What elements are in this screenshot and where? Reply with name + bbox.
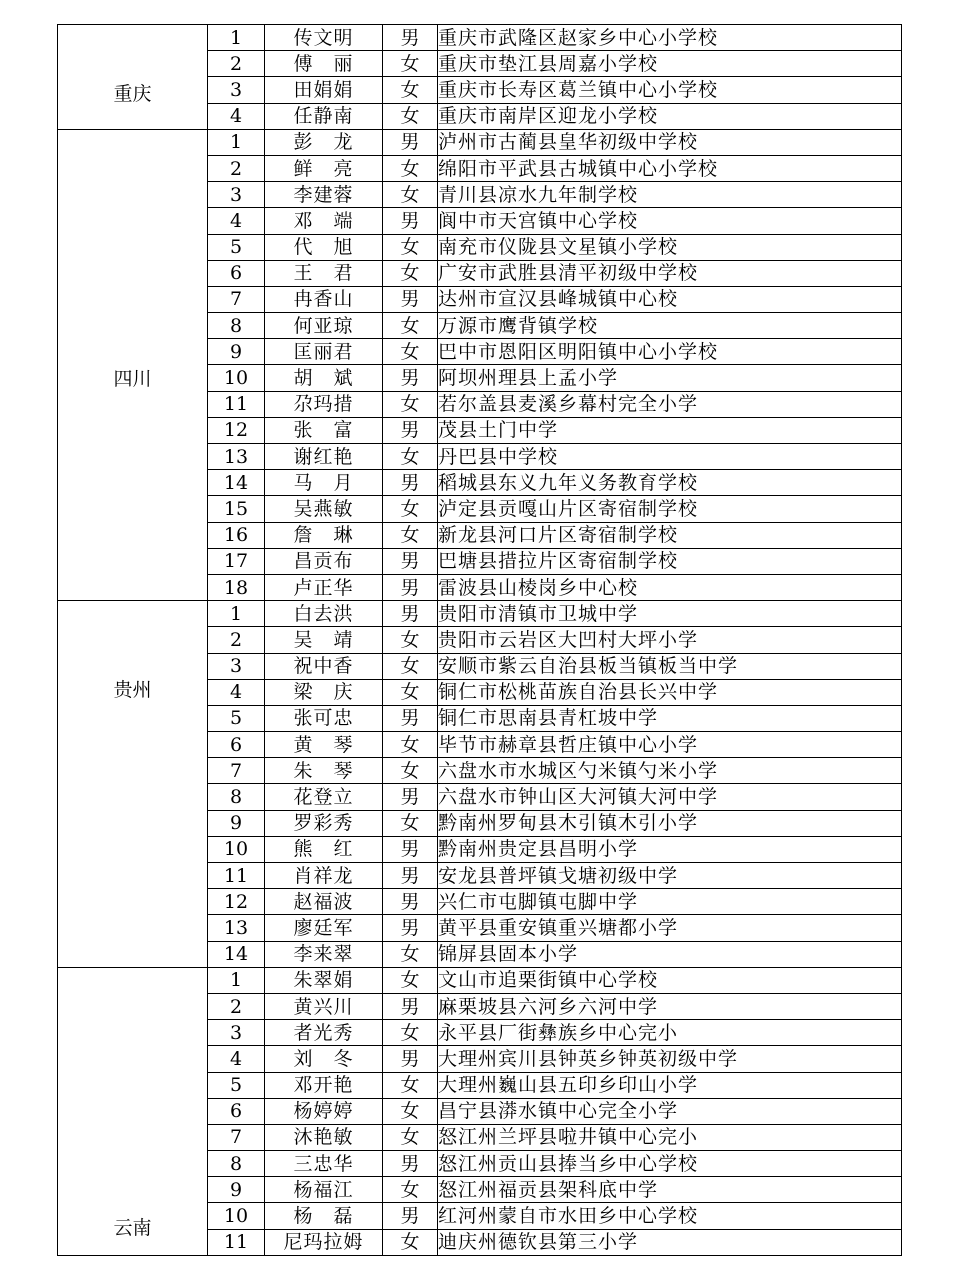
teacher-gender: 女 bbox=[383, 732, 438, 758]
row-number: 18 bbox=[208, 574, 265, 600]
row-number: 4 bbox=[208, 679, 265, 705]
school-name: 毕节市赫章县哲庄镇中心小学 bbox=[438, 732, 902, 758]
teacher-gender: 女 bbox=[383, 758, 438, 784]
teacher-gender: 男 bbox=[383, 286, 438, 312]
teacher-gender: 女 bbox=[383, 391, 438, 417]
teacher-name: 三忠华 bbox=[265, 1151, 383, 1177]
teacher-gender: 女 bbox=[383, 444, 438, 470]
row-number: 7 bbox=[208, 758, 265, 784]
row-number: 3 bbox=[208, 1020, 265, 1046]
row-number: 2 bbox=[208, 993, 265, 1019]
teacher-gender: 男 bbox=[383, 25, 438, 51]
province-label: 重庆 bbox=[113, 82, 152, 105]
teacher-gender: 女 bbox=[383, 627, 438, 653]
teacher-name: 熊 红 bbox=[265, 836, 383, 862]
school-name: 六盘水市钟山区大河镇大河中学 bbox=[438, 784, 902, 810]
row-number: 12 bbox=[208, 889, 265, 915]
school-name: 安顺市紫云自治县板当镇板当中学 bbox=[438, 653, 902, 679]
teacher-gender: 女 bbox=[383, 810, 438, 836]
row-number: 17 bbox=[208, 548, 265, 574]
teacher-name: 祝中香 bbox=[265, 653, 383, 679]
teacher-name: 杨 磊 bbox=[265, 1203, 383, 1229]
school-name: 黄平县重安镇重兴塘都小学 bbox=[438, 915, 902, 941]
row-number: 2 bbox=[208, 51, 265, 77]
row-number: 9 bbox=[208, 810, 265, 836]
teacher-gender: 男 bbox=[383, 365, 438, 391]
school-name: 泸定县贡嘎山片区寄宿制学校 bbox=[438, 496, 902, 522]
teacher-name: 黄 琴 bbox=[265, 732, 383, 758]
teacher-gender: 女 bbox=[383, 1020, 438, 1046]
school-name: 雷波县山棱岗乡中心校 bbox=[438, 574, 902, 600]
teacher-name: 朱 琴 bbox=[265, 758, 383, 784]
school-name: 贵阳市清镇市卫城中学 bbox=[438, 601, 902, 627]
teacher-gender: 女 bbox=[383, 77, 438, 103]
school-name: 阿坝州理县上孟小学 bbox=[438, 365, 902, 391]
teacher-gender: 男 bbox=[383, 1046, 438, 1072]
teacher-name: 田娟娟 bbox=[265, 77, 383, 103]
teacher-gender: 女 bbox=[383, 51, 438, 77]
row-number: 15 bbox=[208, 496, 265, 522]
school-name: 阆中市天宫镇中心学校 bbox=[438, 208, 902, 234]
teacher-gender: 男 bbox=[383, 705, 438, 731]
school-name: 新龙县河口片区寄宿制学校 bbox=[438, 522, 902, 548]
school-name: 泸州市古蔺县皇华初级中学校 bbox=[438, 129, 902, 155]
row-number: 1 bbox=[208, 129, 265, 155]
row-number: 4 bbox=[208, 1046, 265, 1072]
row-number: 9 bbox=[208, 339, 265, 365]
teacher-gender: 女 bbox=[383, 1072, 438, 1098]
school-name: 达州市宣汉县峰城镇中心校 bbox=[438, 286, 902, 312]
teacher-roster-table bbox=[57, 24, 902, 1256]
school-name: 怒江州贡山县捧当乡中心学校 bbox=[438, 1151, 902, 1177]
teacher-name: 代 旭 bbox=[265, 234, 383, 260]
table-row bbox=[58, 967, 902, 993]
row-number: 5 bbox=[208, 705, 265, 731]
teacher-name: 詹 琳 bbox=[265, 522, 383, 548]
teacher-name: 邓 端 bbox=[265, 208, 383, 234]
teacher-name: 吴 靖 bbox=[265, 627, 383, 653]
teacher-name: 罗彩秀 bbox=[265, 810, 383, 836]
row-number: 6 bbox=[208, 260, 265, 286]
teacher-name: 白去洪 bbox=[265, 601, 383, 627]
teacher-name: 胡 斌 bbox=[265, 365, 383, 391]
row-number: 2 bbox=[208, 155, 265, 181]
teacher-name: 王 君 bbox=[265, 260, 383, 286]
school-name: 青川县凉水九年制学校 bbox=[438, 182, 902, 208]
teacher-name: 冉香山 bbox=[265, 286, 383, 312]
teacher-gender: 男 bbox=[383, 993, 438, 1019]
teacher-name: 李建蓉 bbox=[265, 182, 383, 208]
teacher-gender: 男 bbox=[383, 574, 438, 600]
teacher-gender: 男 bbox=[383, 470, 438, 496]
teacher-name: 廖廷军 bbox=[265, 915, 383, 941]
school-name: 大理州宾川县钟英乡钟英初级中学 bbox=[438, 1046, 902, 1072]
school-name: 红河州蒙自市水田乡中心学校 bbox=[438, 1203, 902, 1229]
row-number: 13 bbox=[208, 915, 265, 941]
row-number: 10 bbox=[208, 365, 265, 391]
teacher-name: 匡丽君 bbox=[265, 339, 383, 365]
teacher-gender: 女 bbox=[383, 1098, 438, 1124]
table-row bbox=[58, 601, 902, 627]
school-name: 重庆市武隆区赵家乡中心小学校 bbox=[438, 25, 902, 51]
teacher-name: 杨福江 bbox=[265, 1177, 383, 1203]
row-number: 10 bbox=[208, 836, 265, 862]
province-cell bbox=[58, 25, 208, 130]
row-number: 6 bbox=[208, 732, 265, 758]
row-number: 8 bbox=[208, 1151, 265, 1177]
teacher-name: 张可忠 bbox=[265, 705, 383, 731]
row-number: 7 bbox=[208, 1124, 265, 1150]
school-name: 稻城县东义九年义务教育学校 bbox=[438, 470, 902, 496]
row-number: 9 bbox=[208, 1177, 265, 1203]
school-name: 怒江州兰坪县啦井镇中心完小 bbox=[438, 1124, 902, 1150]
teacher-name: 张 富 bbox=[265, 417, 383, 443]
teacher-gender: 女 bbox=[383, 1229, 438, 1255]
row-number: 5 bbox=[208, 1072, 265, 1098]
row-number: 5 bbox=[208, 234, 265, 260]
teacher-name: 李来翠 bbox=[265, 941, 383, 967]
teacher-gender: 女 bbox=[383, 313, 438, 339]
row-number: 10 bbox=[208, 1203, 265, 1229]
teacher-gender: 女 bbox=[383, 234, 438, 260]
school-name: 兴仁市屯脚镇屯脚中学 bbox=[438, 889, 902, 915]
row-number: 8 bbox=[208, 784, 265, 810]
teacher-gender: 男 bbox=[383, 889, 438, 915]
teacher-gender: 男 bbox=[383, 915, 438, 941]
row-number: 2 bbox=[208, 627, 265, 653]
school-name: 茂县土门中学 bbox=[438, 417, 902, 443]
teacher-name: 者光秀 bbox=[265, 1020, 383, 1046]
roster-body bbox=[58, 25, 902, 1256]
school-name: 安龙县普坪镇戈塘初级中学 bbox=[438, 863, 902, 889]
teacher-gender: 男 bbox=[383, 1203, 438, 1229]
teacher-gender: 女 bbox=[383, 941, 438, 967]
row-number: 14 bbox=[208, 941, 265, 967]
teacher-name: 尕玛措 bbox=[265, 391, 383, 417]
teacher-name: 傅 丽 bbox=[265, 51, 383, 77]
teacher-name: 鲜 亮 bbox=[265, 155, 383, 181]
teacher-name: 吴燕敏 bbox=[265, 496, 383, 522]
teacher-gender: 女 bbox=[383, 522, 438, 548]
teacher-name: 何亚琼 bbox=[265, 313, 383, 339]
teacher-gender: 女 bbox=[383, 260, 438, 286]
province-cell bbox=[58, 129, 208, 600]
teacher-name: 尼玛拉姆 bbox=[265, 1229, 383, 1255]
school-name: 永平县厂街彝族乡中心完小 bbox=[438, 1020, 902, 1046]
row-number: 7 bbox=[208, 286, 265, 312]
school-name: 贵阳市云岩区大凹村大坪小学 bbox=[438, 627, 902, 653]
row-number: 1 bbox=[208, 967, 265, 993]
row-number: 4 bbox=[208, 208, 265, 234]
school-name: 铜仁市松桃苗族自治县长兴中学 bbox=[438, 679, 902, 705]
school-name: 六盘水市水城区勺米镇勺米小学 bbox=[438, 758, 902, 784]
province-cell bbox=[58, 601, 208, 968]
teacher-gender: 男 bbox=[383, 863, 438, 889]
row-number: 1 bbox=[208, 25, 265, 51]
teacher-name: 传文明 bbox=[265, 25, 383, 51]
table-row bbox=[58, 129, 902, 155]
school-name: 文山市追栗街镇中心学校 bbox=[438, 967, 902, 993]
teacher-name: 刘 冬 bbox=[265, 1046, 383, 1072]
table-row bbox=[58, 25, 902, 51]
school-name: 铜仁市思南县青杠坡中学 bbox=[438, 705, 902, 731]
school-name: 绵阳市平武县古城镇中心小学校 bbox=[438, 155, 902, 181]
teacher-name: 马 月 bbox=[265, 470, 383, 496]
school-name: 麻栗坡县六河乡六河中学 bbox=[438, 993, 902, 1019]
teacher-gender: 女 bbox=[383, 1124, 438, 1150]
school-name: 南充市仪陇县文星镇小学校 bbox=[438, 234, 902, 260]
row-number: 3 bbox=[208, 182, 265, 208]
row-number: 4 bbox=[208, 103, 265, 129]
row-number: 14 bbox=[208, 470, 265, 496]
teacher-name: 邓开艳 bbox=[265, 1072, 383, 1098]
teacher-name: 卢正华 bbox=[265, 574, 383, 600]
province-cell bbox=[58, 967, 208, 1255]
province-label: 四川 bbox=[113, 368, 152, 391]
teacher-gender: 女 bbox=[383, 339, 438, 365]
row-number: 3 bbox=[208, 77, 265, 103]
province-label: 云南 bbox=[113, 1216, 152, 1239]
teacher-name: 彭 龙 bbox=[265, 129, 383, 155]
teacher-gender: 女 bbox=[383, 679, 438, 705]
school-name: 万源市鹰背镇学校 bbox=[438, 313, 902, 339]
school-name: 怒江州福贡县架科底中学 bbox=[438, 1177, 902, 1203]
row-number: 16 bbox=[208, 522, 265, 548]
teacher-gender: 女 bbox=[383, 155, 438, 181]
teacher-gender: 女 bbox=[383, 496, 438, 522]
province-label: 贵州 bbox=[113, 678, 152, 701]
row-number: 8 bbox=[208, 313, 265, 339]
school-name: 昌宁县漭水镇中心完全小学 bbox=[438, 1098, 902, 1124]
teacher-gender: 男 bbox=[383, 601, 438, 627]
row-number: 1 bbox=[208, 601, 265, 627]
teacher-name: 赵福波 bbox=[265, 889, 383, 915]
teacher-gender: 女 bbox=[383, 1177, 438, 1203]
teacher-name: 朱翠娟 bbox=[265, 967, 383, 993]
school-name: 巴塘县措拉片区寄宿制学校 bbox=[438, 548, 902, 574]
teacher-name: 肖祥龙 bbox=[265, 863, 383, 889]
teacher-name: 梁 庆 bbox=[265, 679, 383, 705]
teacher-gender: 女 bbox=[383, 103, 438, 129]
teacher-gender: 男 bbox=[383, 129, 438, 155]
row-number: 13 bbox=[208, 444, 265, 470]
teacher-name: 沐艳敏 bbox=[265, 1124, 383, 1150]
teacher-gender: 男 bbox=[383, 784, 438, 810]
teacher-gender: 女 bbox=[383, 653, 438, 679]
row-number: 11 bbox=[208, 1229, 265, 1255]
teacher-gender: 男 bbox=[383, 548, 438, 574]
row-number: 11 bbox=[208, 863, 265, 889]
school-name: 重庆市南岸区迎龙小学校 bbox=[438, 103, 902, 129]
teacher-gender: 男 bbox=[383, 836, 438, 862]
teacher-name: 任静南 bbox=[265, 103, 383, 129]
school-name: 重庆市长寿区葛兰镇中心小学校 bbox=[438, 77, 902, 103]
school-name: 锦屏县固本小学 bbox=[438, 941, 902, 967]
row-number: 11 bbox=[208, 391, 265, 417]
teacher-gender: 男 bbox=[383, 208, 438, 234]
teacher-gender: 女 bbox=[383, 182, 438, 208]
teacher-name: 杨婷婷 bbox=[265, 1098, 383, 1124]
row-number: 3 bbox=[208, 653, 265, 679]
teacher-name: 黄兴川 bbox=[265, 993, 383, 1019]
school-name: 若尔盖县麦溪乡幕村完全小学 bbox=[438, 391, 902, 417]
school-name: 广安市武胜县清平初级中学校 bbox=[438, 260, 902, 286]
teacher-name: 花登立 bbox=[265, 784, 383, 810]
school-name: 大理州巍山县五印乡印山小学 bbox=[438, 1072, 902, 1098]
school-name: 巴中市恩阳区明阳镇中心小学校 bbox=[438, 339, 902, 365]
row-number: 6 bbox=[208, 1098, 265, 1124]
school-name: 黔南州贵定县昌明小学 bbox=[438, 836, 902, 862]
teacher-gender: 女 bbox=[383, 967, 438, 993]
teacher-gender: 男 bbox=[383, 1151, 438, 1177]
school-name: 迪庆州德钦县第三小学 bbox=[438, 1229, 902, 1255]
teacher-name: 谢红艳 bbox=[265, 444, 383, 470]
teacher-name: 昌贡布 bbox=[265, 548, 383, 574]
row-number: 12 bbox=[208, 417, 265, 443]
school-name: 重庆市垫江县周嘉小学校 bbox=[438, 51, 902, 77]
school-name: 黔南州罗甸县木引镇木引小学 bbox=[438, 810, 902, 836]
teacher-gender: 男 bbox=[383, 417, 438, 443]
school-name: 丹巴县中学校 bbox=[438, 444, 902, 470]
